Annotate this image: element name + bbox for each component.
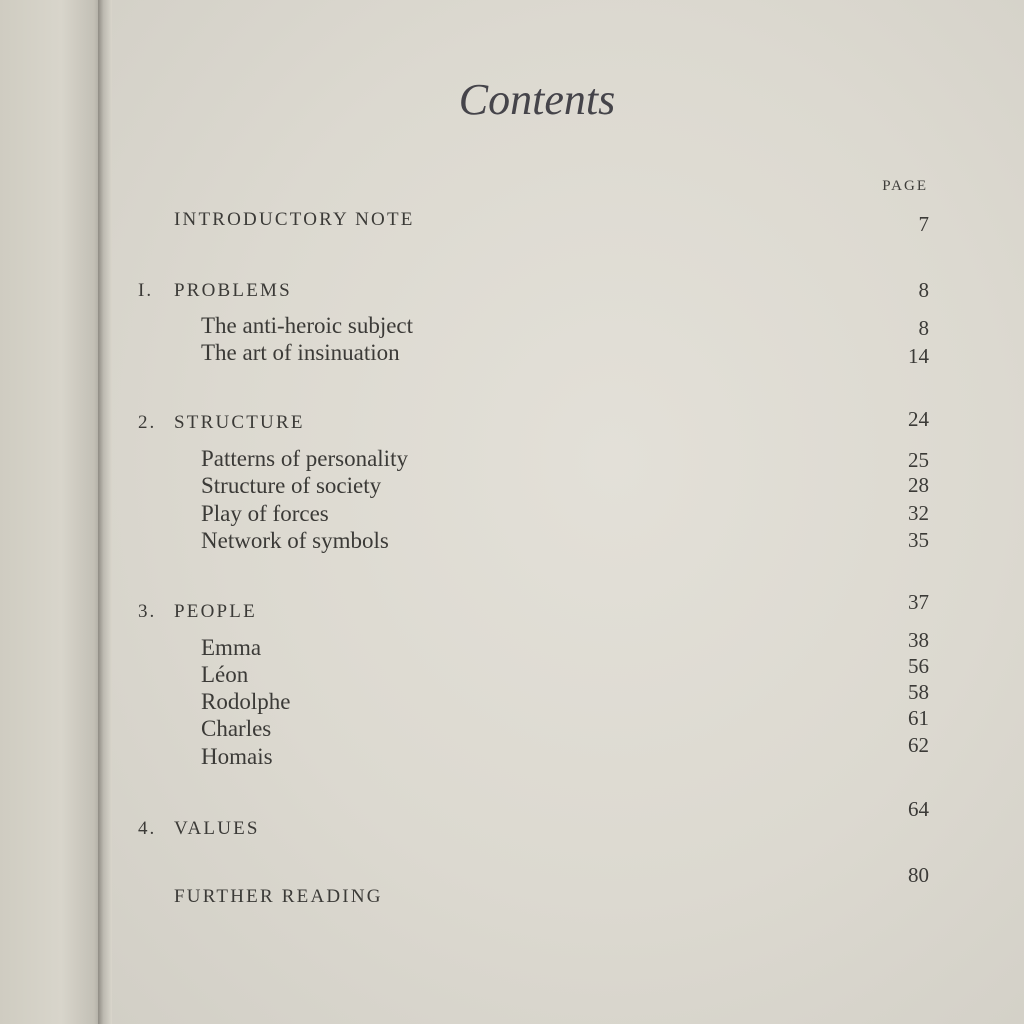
toc-item-page: 14 (908, 344, 929, 368)
toc-section-page: 37 (908, 590, 929, 614)
toc-section-label: PEOPLE (174, 601, 257, 622)
page-title: Contents (458, 75, 616, 124)
toc-item-label: Emma (201, 635, 262, 660)
left-page-edge (0, 0, 102, 1024)
toc-item-label: Homais (201, 744, 273, 769)
toc-section-number: I. (138, 280, 154, 301)
toc-item-label: Structure of society (201, 473, 382, 498)
toc-section-page: 24 (908, 407, 929, 431)
toc-item-page: 38 (908, 628, 929, 652)
toc-section-page: 64 (908, 797, 929, 821)
toc-section-page: 8 (918, 278, 929, 302)
toc-item-page: 32 (908, 501, 929, 525)
toc-section-number: 4. (138, 818, 157, 839)
toc-item-label: The anti-heroic subject (201, 313, 414, 338)
toc-item-page: 28 (908, 473, 929, 497)
book-gutter (98, 0, 112, 1024)
toc-section-label: VALUES (174, 818, 260, 839)
toc-item-page: 58 (908, 680, 929, 704)
toc-item-page: 62 (908, 733, 929, 757)
toc-item-label: Network of symbols (201, 528, 389, 553)
toc-item-label: Charles (201, 716, 272, 741)
toc-item-page: 61 (908, 706, 929, 730)
toc-item-label: Rodolphe (201, 689, 291, 714)
toc-item-label: Play of forces (201, 501, 329, 526)
toc-item-label: The art of insinuation (201, 340, 400, 365)
toc-further-label: FURTHER READING (174, 886, 383, 907)
toc-section-label: PROBLEMS (174, 280, 292, 301)
toc-section-number: 3. (138, 601, 157, 622)
toc-item-label: Patterns of personality (201, 446, 408, 471)
toc-section-number: 2. (138, 412, 157, 433)
toc-item-page: 8 (918, 316, 929, 340)
toc-intro-page: 7 (918, 212, 929, 236)
toc-further-page: 80 (908, 863, 929, 887)
page-column-heading: PAGE (882, 178, 928, 194)
toc-item-label: Léon (201, 662, 249, 687)
toc-intro-label: INTRODUCTORY NOTE (174, 209, 415, 230)
toc-item-page: 56 (908, 654, 929, 678)
toc-item-page: 35 (908, 528, 929, 552)
toc-item-page: 25 (908, 448, 929, 472)
toc-section-label: STRUCTURE (174, 412, 305, 433)
